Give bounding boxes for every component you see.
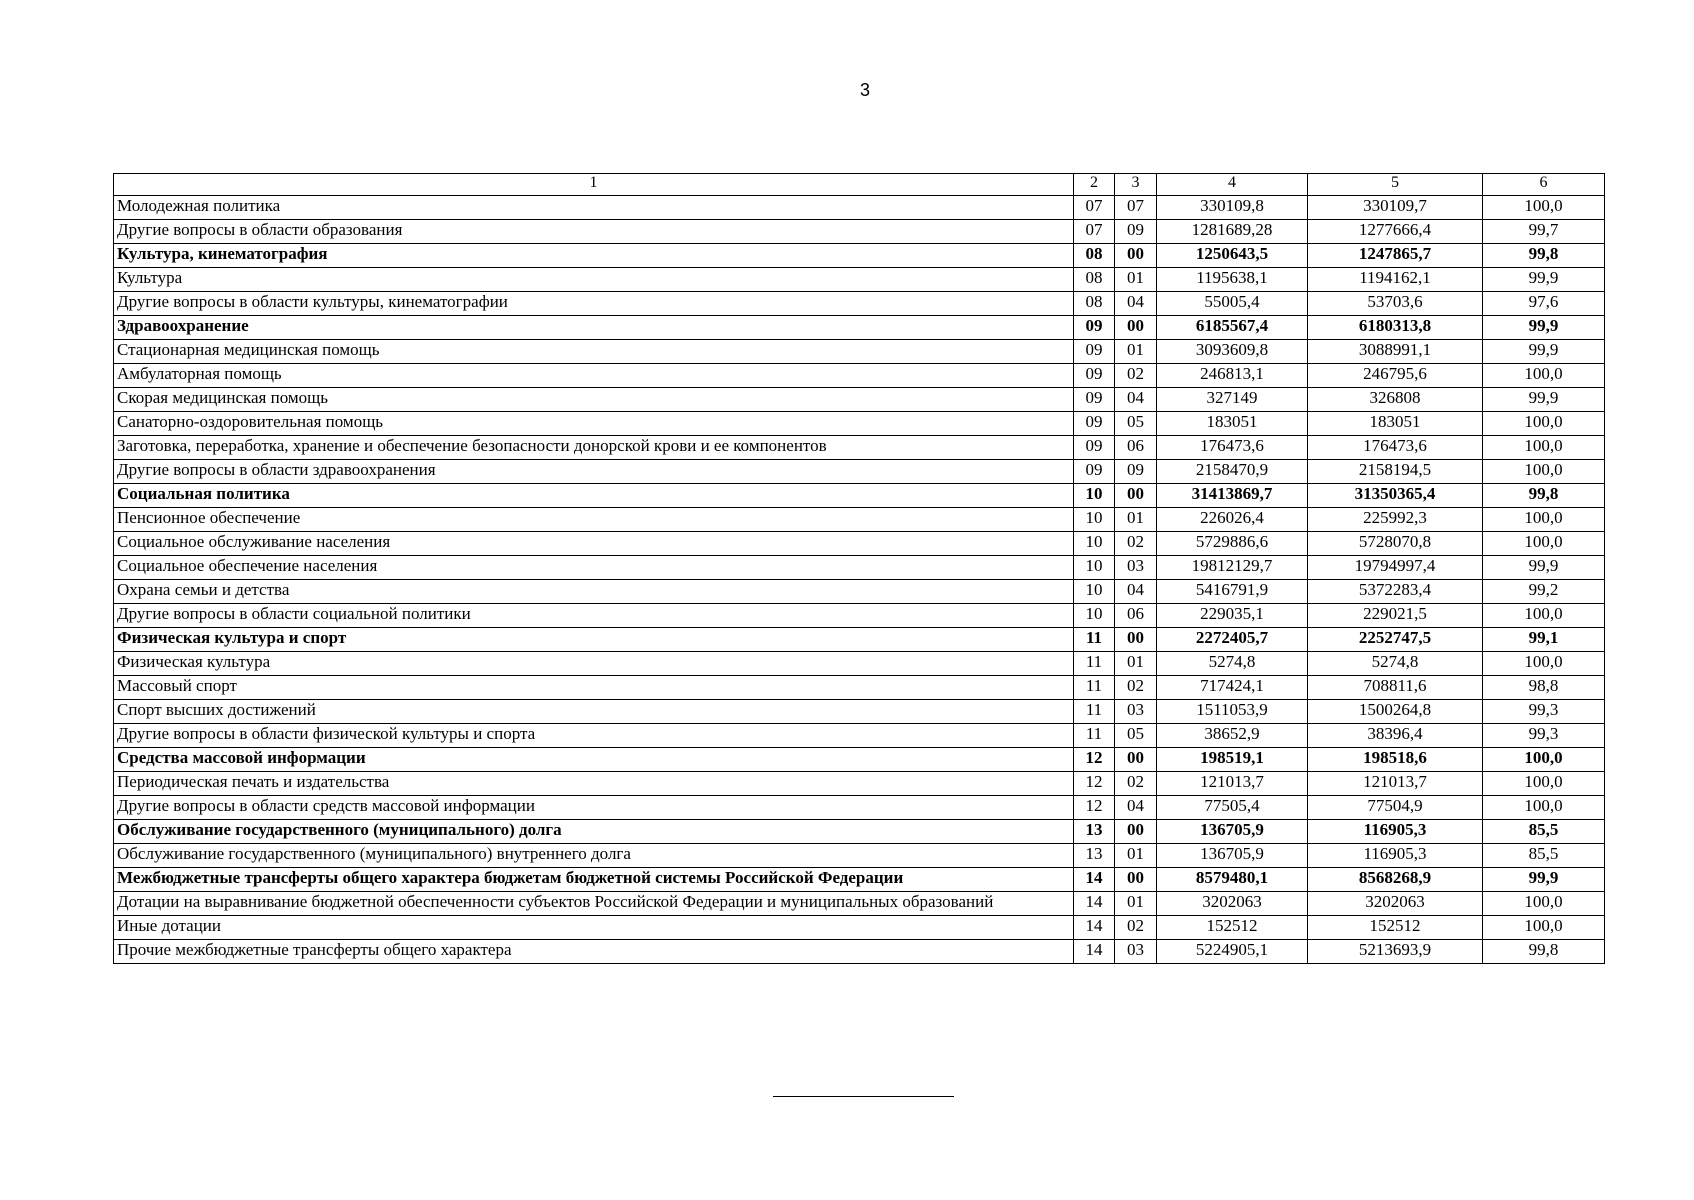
row-planned-amount: 38652,9 xyxy=(1157,724,1308,748)
table-row xyxy=(114,292,1605,316)
row-name: Массовый спорт xyxy=(114,676,1074,700)
table-body xyxy=(114,196,1605,964)
row-executed-amount: 6180313,8 xyxy=(1308,316,1483,340)
row-executed-amount: 116905,3 xyxy=(1308,844,1483,868)
table-row xyxy=(114,388,1605,412)
row-subsection-code: 04 xyxy=(1115,796,1157,820)
row-planned-amount: 183051 xyxy=(1157,412,1308,436)
row-subsection-code: 02 xyxy=(1115,916,1157,940)
row-name: Физическая культура и спорт xyxy=(114,628,1074,652)
row-section-code: 09 xyxy=(1074,340,1115,364)
row-subsection-code: 00 xyxy=(1115,820,1157,844)
table-row xyxy=(114,796,1605,820)
row-execution-percent: 100,0 xyxy=(1483,772,1605,796)
row-execution-percent: 97,6 xyxy=(1483,292,1605,316)
row-planned-amount: 246813,1 xyxy=(1157,364,1308,388)
table-row xyxy=(114,484,1605,508)
row-execution-percent: 100,0 xyxy=(1483,436,1605,460)
table-row xyxy=(114,652,1605,676)
table-row xyxy=(114,508,1605,532)
row-execution-percent: 100,0 xyxy=(1483,652,1605,676)
row-name: Пенсионное обеспечение xyxy=(114,508,1074,532)
table-row xyxy=(114,316,1605,340)
row-subsection-code: 00 xyxy=(1115,628,1157,652)
row-section-code: 09 xyxy=(1074,412,1115,436)
row-execution-percent: 100,0 xyxy=(1483,748,1605,772)
row-section-code: 11 xyxy=(1074,628,1115,652)
row-executed-amount: 77504,9 xyxy=(1308,796,1483,820)
row-planned-amount: 1195638,1 xyxy=(1157,268,1308,292)
row-planned-amount: 3093609,8 xyxy=(1157,340,1308,364)
row-execution-percent: 100,0 xyxy=(1483,196,1605,220)
row-planned-amount: 5274,8 xyxy=(1157,652,1308,676)
row-execution-percent: 99,7 xyxy=(1483,220,1605,244)
row-name: Обслуживание государственного (муниципального) долга xyxy=(114,820,1074,844)
row-name: Другие вопросы в области физической культуры и спорта xyxy=(114,724,1074,748)
row-execution-percent: 99,9 xyxy=(1483,316,1605,340)
table-row xyxy=(114,940,1605,964)
row-subsection-code: 03 xyxy=(1115,556,1157,580)
table-row xyxy=(114,580,1605,604)
row-planned-amount: 8579480,1 xyxy=(1157,868,1308,892)
row-execution-percent: 99,9 xyxy=(1483,268,1605,292)
row-execution-percent: 99,3 xyxy=(1483,700,1605,724)
row-subsection-code: 07 xyxy=(1115,196,1157,220)
row-execution-percent: 100,0 xyxy=(1483,460,1605,484)
row-subsection-code: 09 xyxy=(1115,220,1157,244)
row-planned-amount: 176473,6 xyxy=(1157,436,1308,460)
table-row xyxy=(114,220,1605,244)
row-executed-amount: 5728070,8 xyxy=(1308,532,1483,556)
row-section-code: 08 xyxy=(1074,268,1115,292)
row-name: Периодическая печать и издательства xyxy=(114,772,1074,796)
row-subsection-code: 00 xyxy=(1115,244,1157,268)
row-section-code: 09 xyxy=(1074,316,1115,340)
row-name: Иные дотации xyxy=(114,916,1074,940)
row-executed-amount: 38396,4 xyxy=(1308,724,1483,748)
table-row xyxy=(114,604,1605,628)
row-planned-amount: 5729886,6 xyxy=(1157,532,1308,556)
row-name: Межбюджетные трансферты общего характера бюджетам бюджетной системы Российской Федерации xyxy=(114,868,1074,892)
row-planned-amount: 121013,7 xyxy=(1157,772,1308,796)
row-planned-amount: 2272405,7 xyxy=(1157,628,1308,652)
row-planned-amount: 5416791,9 xyxy=(1157,580,1308,604)
column-header-4: 4 xyxy=(1157,174,1308,196)
row-subsection-code: 02 xyxy=(1115,364,1157,388)
table-row xyxy=(114,412,1605,436)
row-name: Дотации на выравнивание бюджетной обеспеченности субъектов Российской Федерации и муниципальных образований xyxy=(114,892,1074,916)
row-section-code: 09 xyxy=(1074,364,1115,388)
table-row xyxy=(114,268,1605,292)
row-executed-amount: 1500264,8 xyxy=(1308,700,1483,724)
table-row xyxy=(114,364,1605,388)
table-row xyxy=(114,868,1605,892)
row-executed-amount: 1247865,7 xyxy=(1308,244,1483,268)
row-execution-percent: 99,9 xyxy=(1483,556,1605,580)
table-row xyxy=(114,676,1605,700)
table-row xyxy=(114,196,1605,220)
row-subsection-code: 01 xyxy=(1115,340,1157,364)
row-planned-amount: 226026,4 xyxy=(1157,508,1308,532)
table-row xyxy=(114,700,1605,724)
row-name: Социальная политика xyxy=(114,484,1074,508)
row-section-code: 12 xyxy=(1074,796,1115,820)
row-execution-percent: 85,5 xyxy=(1483,844,1605,868)
column-header-6: 6 xyxy=(1483,174,1605,196)
column-header-3: 3 xyxy=(1115,174,1157,196)
row-subsection-code: 02 xyxy=(1115,532,1157,556)
row-executed-amount: 708811,6 xyxy=(1308,676,1483,700)
row-executed-amount: 31350365,4 xyxy=(1308,484,1483,508)
row-subsection-code: 03 xyxy=(1115,700,1157,724)
row-executed-amount: 1194162,1 xyxy=(1308,268,1483,292)
row-subsection-code: 00 xyxy=(1115,748,1157,772)
row-planned-amount: 77505,4 xyxy=(1157,796,1308,820)
row-section-code: 10 xyxy=(1074,604,1115,628)
row-section-code: 14 xyxy=(1074,916,1115,940)
table-row xyxy=(114,532,1605,556)
row-executed-amount: 326808 xyxy=(1308,388,1483,412)
row-name: Прочие межбюджетные трансферты общего характера xyxy=(114,940,1074,964)
row-section-code: 14 xyxy=(1074,940,1115,964)
table-row xyxy=(114,724,1605,748)
row-planned-amount: 1281689,28 xyxy=(1157,220,1308,244)
row-execution-percent: 100,0 xyxy=(1483,916,1605,940)
row-name: Молодежная политика xyxy=(114,196,1074,220)
row-section-code: 07 xyxy=(1074,220,1115,244)
row-subsection-code: 01 xyxy=(1115,844,1157,868)
table-row xyxy=(114,460,1605,484)
row-executed-amount: 5372283,4 xyxy=(1308,580,1483,604)
row-subsection-code: 04 xyxy=(1115,388,1157,412)
row-subsection-code: 01 xyxy=(1115,508,1157,532)
row-execution-percent: 99,9 xyxy=(1483,340,1605,364)
row-executed-amount: 152512 xyxy=(1308,916,1483,940)
row-executed-amount: 116905,3 xyxy=(1308,820,1483,844)
row-planned-amount: 330109,8 xyxy=(1157,196,1308,220)
row-section-code: 12 xyxy=(1074,748,1115,772)
budget-table xyxy=(113,173,1605,964)
row-executed-amount: 2252747,5 xyxy=(1308,628,1483,652)
row-subsection-code: 01 xyxy=(1115,892,1157,916)
row-executed-amount: 19794997,4 xyxy=(1308,556,1483,580)
row-planned-amount: 19812129,7 xyxy=(1157,556,1308,580)
row-section-code: 10 xyxy=(1074,484,1115,508)
row-subsection-code: 00 xyxy=(1115,316,1157,340)
row-name: Другие вопросы в области здравоохранения xyxy=(114,460,1074,484)
row-name: Другие вопросы в области средств массовой информации xyxy=(114,796,1074,820)
row-subsection-code: 05 xyxy=(1115,724,1157,748)
row-execution-percent: 100,0 xyxy=(1483,412,1605,436)
row-section-code: 09 xyxy=(1074,436,1115,460)
row-name: Заготовка, переработка, хранение и обеспечение безопасности донорской крови и ее компонентов xyxy=(114,436,1074,460)
row-name: Другие вопросы в области образования xyxy=(114,220,1074,244)
row-planned-amount: 152512 xyxy=(1157,916,1308,940)
row-executed-amount: 3202063 xyxy=(1308,892,1483,916)
row-planned-amount: 229035,1 xyxy=(1157,604,1308,628)
row-executed-amount: 121013,7 xyxy=(1308,772,1483,796)
table-row xyxy=(114,628,1605,652)
row-execution-percent: 99,9 xyxy=(1483,868,1605,892)
row-name: Средства массовой информации xyxy=(114,748,1074,772)
row-subsection-code: 02 xyxy=(1115,676,1157,700)
row-planned-amount: 55005,4 xyxy=(1157,292,1308,316)
row-section-code: 14 xyxy=(1074,892,1115,916)
row-name: Обслуживание государственного (муниципального) внутреннего долга xyxy=(114,844,1074,868)
row-planned-amount: 6185567,4 xyxy=(1157,316,1308,340)
row-planned-amount: 136705,9 xyxy=(1157,820,1308,844)
row-planned-amount: 3202063 xyxy=(1157,892,1308,916)
row-execution-percent: 99,8 xyxy=(1483,940,1605,964)
page-number: 3 xyxy=(859,80,870,100)
row-executed-amount: 183051 xyxy=(1308,412,1483,436)
row-name: Социальное обслуживание населения xyxy=(114,532,1074,556)
row-execution-percent: 99,9 xyxy=(1483,388,1605,412)
row-subsection-code: 02 xyxy=(1115,772,1157,796)
row-planned-amount: 2158470,9 xyxy=(1157,460,1308,484)
row-subsection-code: 06 xyxy=(1115,604,1157,628)
row-section-code: 08 xyxy=(1074,244,1115,268)
footer-rule xyxy=(773,1096,954,1097)
row-executed-amount: 53703,6 xyxy=(1308,292,1483,316)
row-planned-amount: 5224905,1 xyxy=(1157,940,1308,964)
row-execution-percent: 99,8 xyxy=(1483,484,1605,508)
row-subsection-code: 04 xyxy=(1115,292,1157,316)
row-subsection-code: 09 xyxy=(1115,460,1157,484)
column-header-5: 5 xyxy=(1308,174,1483,196)
row-name: Охрана семьи и детства xyxy=(114,580,1074,604)
row-execution-percent: 100,0 xyxy=(1483,364,1605,388)
table-row xyxy=(114,892,1605,916)
table-row xyxy=(114,916,1605,940)
row-name: Здравоохранение xyxy=(114,316,1074,340)
row-execution-percent: 100,0 xyxy=(1483,508,1605,532)
row-name: Культура, кинематография xyxy=(114,244,1074,268)
row-section-code: 13 xyxy=(1074,844,1115,868)
row-execution-percent: 99,2 xyxy=(1483,580,1605,604)
row-name: Скорая медицинская помощь xyxy=(114,388,1074,412)
row-section-code: 14 xyxy=(1074,868,1115,892)
row-executed-amount: 2158194,5 xyxy=(1308,460,1483,484)
row-section-code: 08 xyxy=(1074,292,1115,316)
row-planned-amount: 327149 xyxy=(1157,388,1308,412)
row-executed-amount: 198518,6 xyxy=(1308,748,1483,772)
table-row xyxy=(114,748,1605,772)
row-planned-amount: 136705,9 xyxy=(1157,844,1308,868)
row-section-code: 10 xyxy=(1074,508,1115,532)
row-name: Физическая культура xyxy=(114,652,1074,676)
column-header-1: 1 xyxy=(114,174,1074,196)
table-row xyxy=(114,244,1605,268)
table-row xyxy=(114,820,1605,844)
row-execution-percent: 85,5 xyxy=(1483,820,1605,844)
row-name: Другие вопросы в области культуры, кинематографии xyxy=(114,292,1074,316)
row-executed-amount: 176473,6 xyxy=(1308,436,1483,460)
row-subsection-code: 00 xyxy=(1115,484,1157,508)
table-row xyxy=(114,340,1605,364)
row-subsection-code: 00 xyxy=(1115,868,1157,892)
row-subsection-code: 05 xyxy=(1115,412,1157,436)
row-execution-percent: 99,1 xyxy=(1483,628,1605,652)
row-subsection-code: 01 xyxy=(1115,268,1157,292)
row-execution-percent: 100,0 xyxy=(1483,604,1605,628)
row-name: Амбулаторная помощь xyxy=(114,364,1074,388)
row-section-code: 11 xyxy=(1074,676,1115,700)
row-section-code: 11 xyxy=(1074,724,1115,748)
row-planned-amount: 31413869,7 xyxy=(1157,484,1308,508)
row-planned-amount: 1511053,9 xyxy=(1157,700,1308,724)
table-row xyxy=(114,772,1605,796)
table-row xyxy=(114,844,1605,868)
row-execution-percent: 100,0 xyxy=(1483,532,1605,556)
row-executed-amount: 3088991,1 xyxy=(1308,340,1483,364)
row-subsection-code: 01 xyxy=(1115,652,1157,676)
row-executed-amount: 330109,7 xyxy=(1308,196,1483,220)
row-executed-amount: 5274,8 xyxy=(1308,652,1483,676)
column-header-2: 2 xyxy=(1074,174,1115,196)
row-planned-amount: 198519,1 xyxy=(1157,748,1308,772)
table-row xyxy=(114,436,1605,460)
row-execution-percent: 100,0 xyxy=(1483,796,1605,820)
row-section-code: 11 xyxy=(1074,700,1115,724)
row-executed-amount: 5213693,9 xyxy=(1308,940,1483,964)
row-section-code: 11 xyxy=(1074,652,1115,676)
row-execution-percent: 98,8 xyxy=(1483,676,1605,700)
row-name: Другие вопросы в области социальной политики xyxy=(114,604,1074,628)
row-subsection-code: 06 xyxy=(1115,436,1157,460)
row-section-code: 10 xyxy=(1074,556,1115,580)
row-execution-percent: 99,8 xyxy=(1483,244,1605,268)
row-executed-amount: 225992,3 xyxy=(1308,508,1483,532)
row-section-code: 13 xyxy=(1074,820,1115,844)
row-section-code: 10 xyxy=(1074,532,1115,556)
table-header-row xyxy=(114,174,1605,196)
row-name: Спорт высших достижений xyxy=(114,700,1074,724)
row-name: Культура xyxy=(114,268,1074,292)
row-execution-percent: 100,0 xyxy=(1483,892,1605,916)
row-executed-amount: 229021,5 xyxy=(1308,604,1483,628)
row-executed-amount: 1277666,4 xyxy=(1308,220,1483,244)
row-subsection-code: 03 xyxy=(1115,940,1157,964)
row-section-code: 09 xyxy=(1074,388,1115,412)
row-section-code: 09 xyxy=(1074,460,1115,484)
row-section-code: 12 xyxy=(1074,772,1115,796)
row-name: Санаторно-оздоровительная помощь xyxy=(114,412,1074,436)
table-row xyxy=(114,556,1605,580)
row-name: Социальное обеспечение населения xyxy=(114,556,1074,580)
row-execution-percent: 99,3 xyxy=(1483,724,1605,748)
row-section-code: 07 xyxy=(1074,196,1115,220)
row-executed-amount: 246795,6 xyxy=(1308,364,1483,388)
row-section-code: 10 xyxy=(1074,580,1115,604)
row-planned-amount: 717424,1 xyxy=(1157,676,1308,700)
row-subsection-code: 04 xyxy=(1115,580,1157,604)
row-name: Стационарная медицинская помощь xyxy=(114,340,1074,364)
row-executed-amount: 8568268,9 xyxy=(1308,868,1483,892)
row-planned-amount: 1250643,5 xyxy=(1157,244,1308,268)
